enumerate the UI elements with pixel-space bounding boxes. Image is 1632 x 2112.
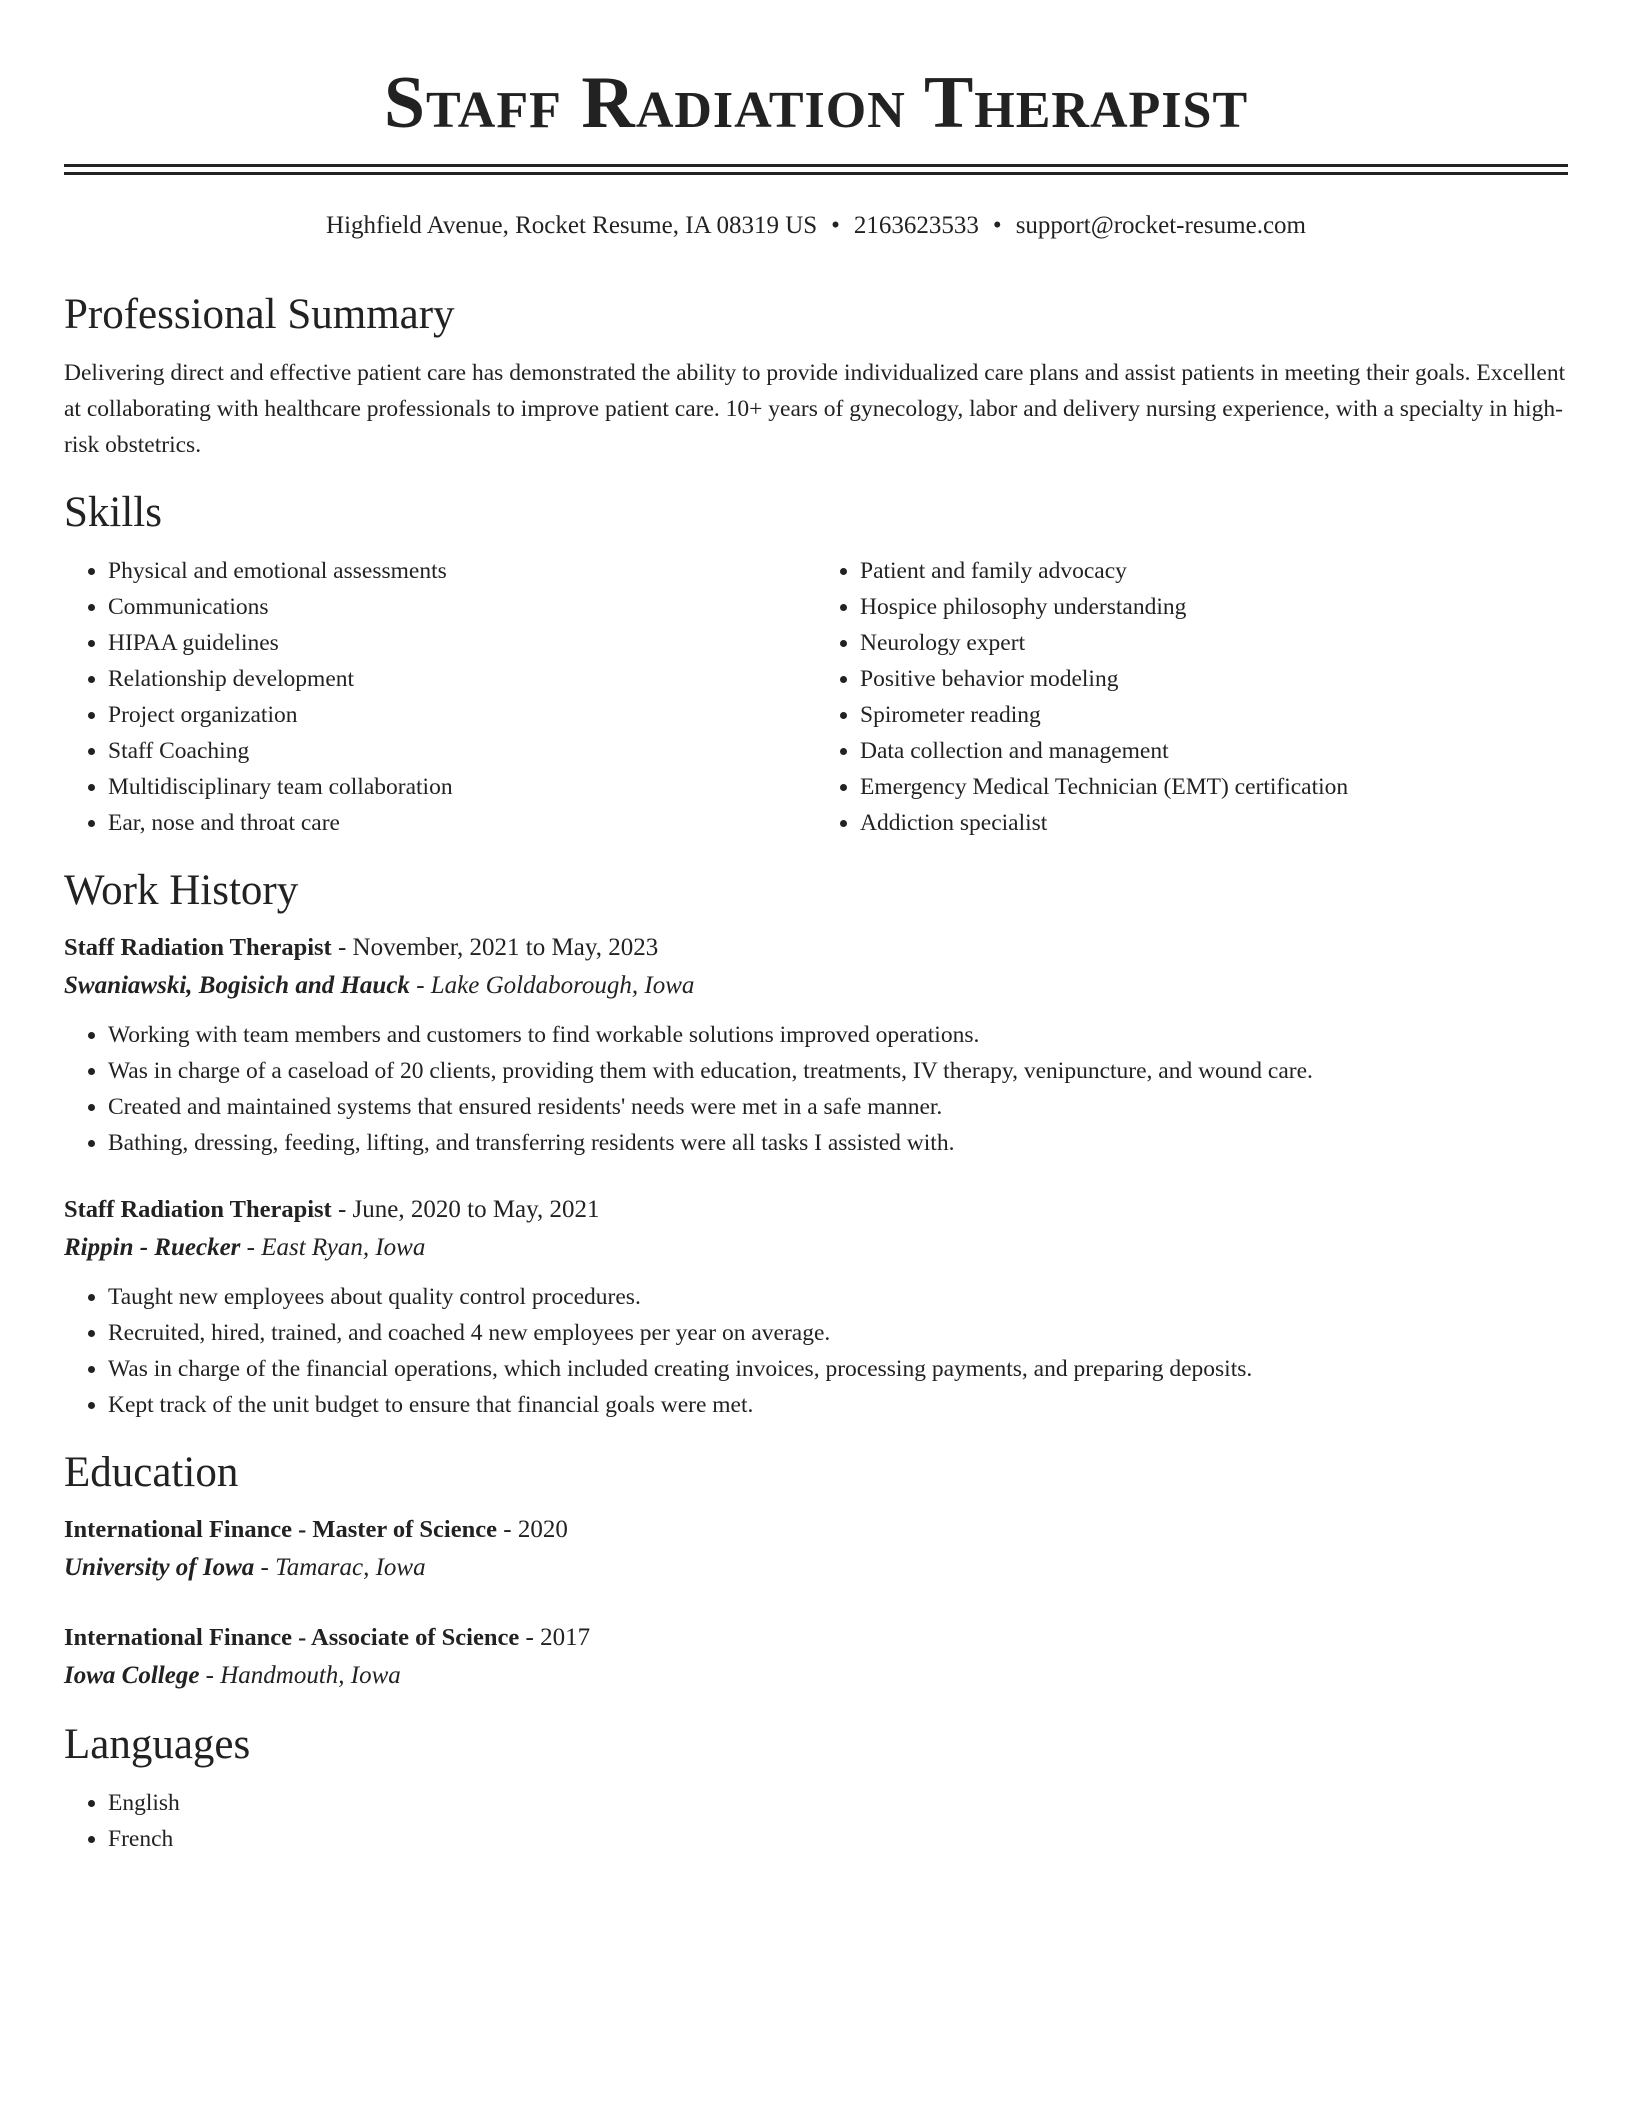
job-entry <box>64 929 1568 1161</box>
job-company-line <box>64 967 1568 1005</box>
job-dates: - June, 2020 to May, 2021 <box>331 1196 600 1223</box>
skill-item: • Data collection and management <box>860 733 1568 769</box>
job-title-line <box>64 929 1568 967</box>
skill-item: • Addiction specialist <box>860 805 1568 841</box>
contact-phone: 2163623533 <box>853 212 979 239</box>
contact-address: Highfield Avenue, Rocket Resume, IA 08319 US <box>326 212 818 239</box>
education-school-line <box>64 1549 1568 1587</box>
job-company: Swaniawski, Bogisich and Hauck <box>64 972 410 999</box>
resume-name: Staff Radiation Therapist <box>383 62 1249 144</box>
job-location: - Lake Goldaborough, Iowa <box>409 972 695 999</box>
education-year: - 2017 <box>519 1624 591 1651</box>
education-location: - Handmouth, Iowa <box>199 1662 401 1689</box>
education-degree: International Finance - Associate of Science <box>64 1624 520 1651</box>
education-degree-line <box>64 1511 1568 1549</box>
skill-item: • Hospice philosophy understanding <box>860 589 1568 625</box>
skills-list-right <box>816 553 1568 841</box>
work-history-section <box>64 863 1568 1423</box>
summary-section <box>64 287 1568 463</box>
section-heading-skills: Skills <box>64 489 162 536</box>
section-heading-languages: Languages <box>64 1721 251 1768</box>
language-item: • French <box>108 1821 1568 1857</box>
skill-item: • Positive behavior modeling <box>860 661 1568 697</box>
education-school: Iowa College <box>64 1662 200 1689</box>
education-school: University of Iowa <box>64 1554 255 1581</box>
header-double-rule <box>64 164 1568 175</box>
job-bullet: • Was in charge of a caseload of 20 clients, providing them with education, treatments, IV therapy, venipuncture, and wound care. <box>108 1053 1568 1089</box>
job-bullet: • Working with team members and customers to find workable solutions improved operations. <box>108 1017 1568 1053</box>
section-heading-education: Education <box>64 1449 239 1496</box>
education-location: - Tamarac, Iowa <box>254 1554 426 1581</box>
job-title: Staff Radiation Therapist <box>64 1196 332 1223</box>
job-bullet: • Taught new employees about quality control procedures. <box>108 1279 1568 1315</box>
skill-item: • Spirometer reading <box>860 697 1568 733</box>
job-bullet: • Created and maintained systems that ensured residents' needs were met in a safe manner. <box>108 1089 1568 1125</box>
contact-email: support@rocket-resume.com <box>1015 212 1306 239</box>
education-degree-line <box>64 1619 1568 1657</box>
education-entry <box>64 1619 1568 1695</box>
language-item: • English <box>108 1785 1568 1821</box>
section-heading-work-history: Work History <box>64 867 299 914</box>
job-bullet: • Kept track of the unit budget to ensure that financial goals were met. <box>108 1387 1568 1423</box>
languages-section <box>64 1717 1568 1857</box>
contact-separator: • <box>992 212 1002 239</box>
skills-columns <box>64 553 1568 841</box>
skill-item: • Communications <box>108 589 816 625</box>
job-title: Staff Radiation Therapist <box>64 934 332 961</box>
skills-list-left <box>64 553 816 841</box>
languages-list <box>64 1785 1568 1857</box>
job-dates: - November, 2021 to May, 2023 <box>331 934 659 961</box>
job-bullets <box>64 1279 1568 1423</box>
contact-separator: • <box>831 212 840 239</box>
skill-item: • Multidisciplinary team collaboration <box>108 769 816 805</box>
skill-item: • Patient and family advocacy <box>860 553 1568 589</box>
job-location: - East Ryan, Iowa <box>240 1234 426 1261</box>
skill-item: • Emergency Medical Technician (EMT) certification <box>860 769 1568 805</box>
skill-item: • Relationship development <box>108 661 816 697</box>
education-school-line <box>64 1657 1568 1695</box>
job-bullet: • Was in charge of the financial operations, which included creating invoices, processing payments, and preparing deposits. <box>108 1351 1568 1387</box>
job-company: Rippin - Ruecker <box>64 1234 241 1261</box>
job-bullet: • Recruited, hired, trained, and coached 4 new employees per year on average. <box>108 1315 1568 1351</box>
skill-item: • Physical and emotional assessments <box>108 553 816 589</box>
job-bullet: • Bathing, dressing, feeding, lifting, and transferring residents were all tasks I assisted with. <box>108 1125 1568 1161</box>
job-entry <box>64 1191 1568 1423</box>
summary-text: Delivering direct and effective patient care has demonstrated the ability to provide individualized care plans and assist patients in meeting their goals. Excellent at collaborating with healthcare professionals to improve patient care. 10+ years of gynecology, labor and delivery nursing experience, with a specialty in high-risk obstetrics. <box>64 360 1566 458</box>
skill-item: • Project organization <box>108 697 816 733</box>
skill-item: • HIPAA guidelines <box>108 625 816 661</box>
education-year: - 2020 <box>497 1516 568 1543</box>
education-entry <box>64 1511 1568 1587</box>
contact-line <box>64 209 1568 243</box>
section-heading-summary: Professional Summary <box>64 291 455 338</box>
education-section <box>64 1445 1568 1695</box>
skill-item: • Neurology expert <box>860 625 1568 661</box>
skill-item: • Staff Coaching <box>108 733 816 769</box>
job-company-line <box>64 1229 1568 1267</box>
job-title-line <box>64 1191 1568 1229</box>
skill-item: • Ear, nose and throat care <box>108 805 816 841</box>
skills-section <box>64 485 1568 841</box>
education-degree: International Finance - Master of Science <box>64 1516 497 1543</box>
job-bullets <box>64 1017 1568 1161</box>
